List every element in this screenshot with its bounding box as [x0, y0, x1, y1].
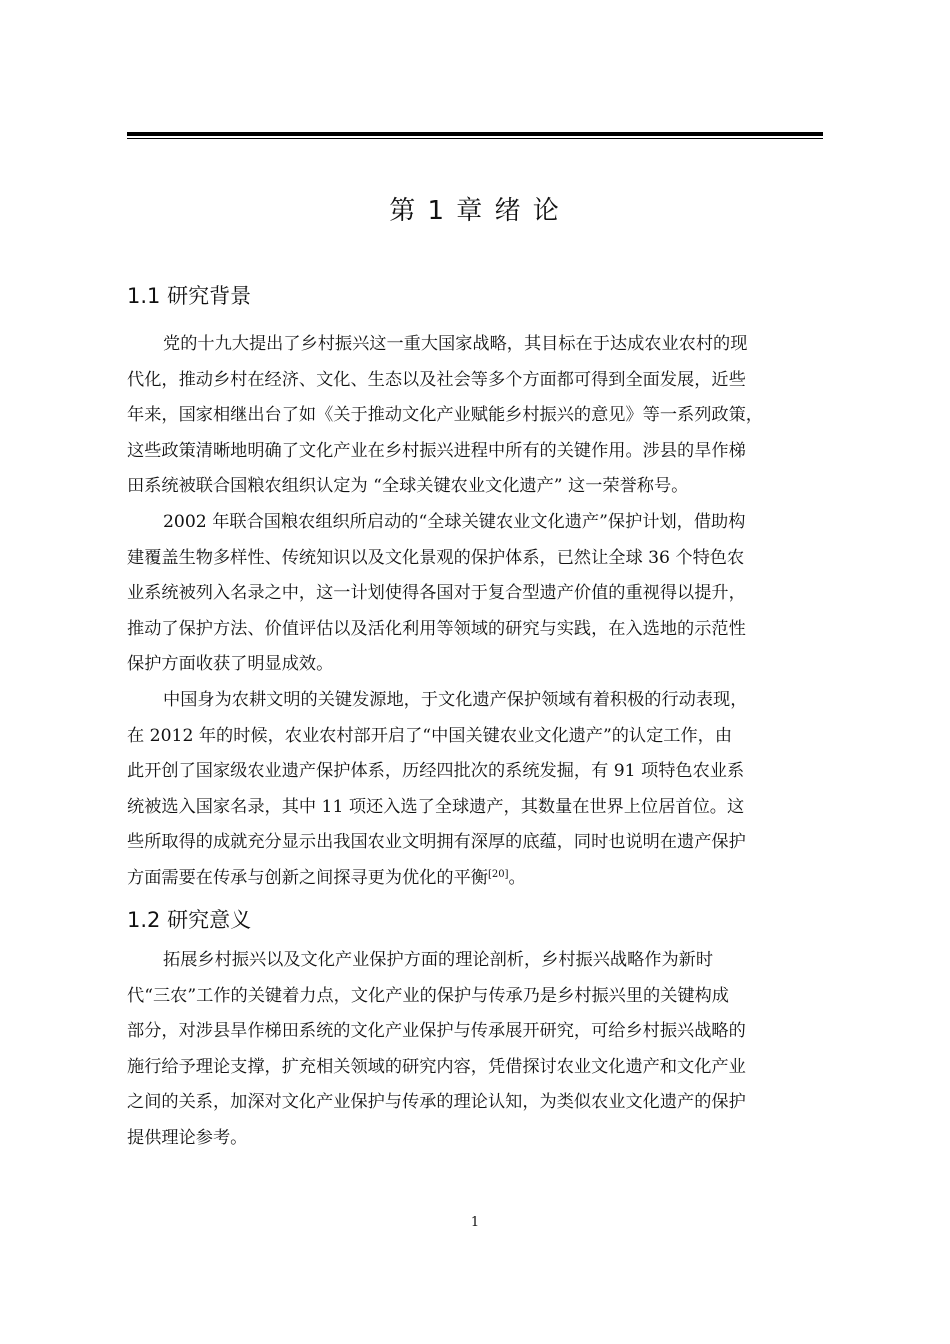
paragraph-line-end: 。 [508, 867, 526, 888]
header-rule-thin [127, 138, 823, 139]
paragraph-1 [127, 327, 827, 505]
paragraph-line: 2002 年联合国粮农组织所启动的“全球关键农业文化遗产”保护计划，借助构 [163, 512, 746, 532]
paragraph-line: 推动了保护方法、价值评估以及活化利用等领域的研究与实践，在入选地的示范性 [127, 618, 746, 639]
paragraph-line: 提供理论参考。 [127, 1127, 248, 1148]
paragraph-line-text: 方面需要在传承与创新之间探寻更为优化的平衡 [127, 867, 488, 888]
header-rule-thick [127, 132, 823, 136]
paragraph-line-with-citation [127, 861, 827, 897]
paragraph-2 [127, 505, 827, 683]
paragraph-line: 拓展乡村振兴以及文化产业保护方面的理论剖析，乡村振兴战略作为新时 [163, 950, 714, 970]
page-number: 1 [470, 1215, 480, 1230]
chapter-title: 第 1 章 绪 论 [389, 196, 561, 226]
citation-reference: [20] [487, 868, 509, 880]
paragraph-3 [127, 683, 827, 896]
paragraph-line: 建覆盖生物多样性、传统知识以及文化景观的保护体系，已然让全球 36 个特色农 [127, 547, 745, 568]
paragraph-line: 在 2012 年的时候，农业农村部开启了“中国关键农业文化遗产”的认定工作，由 [127, 725, 733, 746]
paragraph-line: 代“三农”工作的关键着力点，文化产业的保护与传承乃是乡村振兴里的关键构成 [127, 985, 729, 1006]
paragraph-line: 些所取得的成就充分显示出我国农业文明拥有深厚的底蕴，同时也说明在遗产保护 [127, 832, 746, 852]
paragraph-line: 业系统被列入名录之中，这一计划使得各国对于复合型遗产价值的重视得以提升， [127, 583, 746, 603]
paragraph-line: 之间的关系，加深对文化产业保护与传承的理论认知，为类似农业文化遗产的保护 [127, 1092, 746, 1112]
paragraph-line: 党的十九大提出了乡村振兴这一重大国家战略，其目标在于达成农业农村的现 [163, 334, 748, 354]
section-heading-background: 1.1 研究背景 [127, 284, 252, 308]
paragraph-line: 统被选入国家名录，其中 11 项还入选了全球遗产，其数量在世界上位居首位。这 [127, 796, 745, 817]
paragraph-line: 这些政策清晰地明确了文化产业在乡村振兴进程中所有的关键作用。涉县的旱作梯 [127, 440, 746, 461]
paragraph-line: 保护方面收获了明显成效。 [127, 654, 334, 674]
paragraph-line: 年来，国家相继出台了如《关于推动文化产业赋能乡村振兴的意见》等一系列政策， [127, 405, 763, 425]
paragraph-line: 此开创了国家级农业遗产保护体系，历经四批次的系统发掘，有 91 项特色农业系 [127, 761, 745, 781]
paragraph-line: 田系统被联合国粮农组织认定为 “全球关键农业文化遗产” 这一荣誉称号。 [127, 476, 689, 496]
paragraph-line: 代化，推动乡村在经济、文化、生态以及社会等多个方面都可得到全面发展，近些 [127, 369, 746, 390]
paragraph-line: 施行给予理论支撑，扩充相关领域的研究内容，凭借探讨农业文化遗产和文化产业 [127, 1056, 746, 1077]
paragraph-4 [127, 943, 827, 1156]
paragraph-line: 中国身为农耕文明的关键发源地，于文化遗产保护领域有着积极的行动表现， [163, 690, 748, 710]
paragraph-line: 部分，对涉县旱作梯田系统的文化产业保护与传承展开研究，可给乡村振兴战略的 [127, 1021, 746, 1041]
section-heading-significance: 1.2 研究意义 [127, 908, 252, 932]
